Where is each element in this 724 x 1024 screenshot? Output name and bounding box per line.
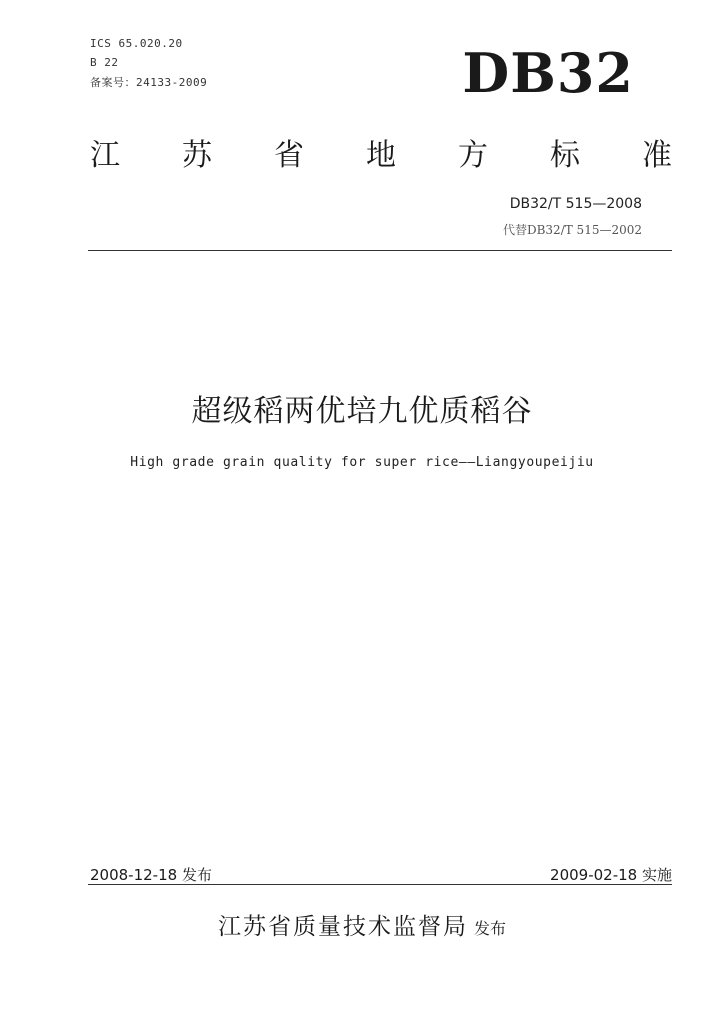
standard-type-char: 省 (274, 138, 304, 173)
issue-date: 2008-12-18 发布 (90, 866, 212, 884)
issuer-name: 江苏省质量技术监督局 (217, 914, 468, 940)
issuer-line (0, 908, 724, 941)
standard-type-char: 地 (366, 138, 396, 173)
standard-type-char: 苏 (182, 138, 212, 173)
standard-type-char: 方 (458, 138, 488, 173)
standard-type-char: 标 (550, 138, 580, 173)
standard-code: DB32/T 515—2008 (509, 196, 642, 212)
record-number: 备案号：24133-2009 (90, 76, 208, 89)
replaces-standard: 代替DB32/T 515—2002 (502, 223, 642, 237)
implementation-date: 2009-02-18 实施 (550, 866, 672, 884)
bottom-divider (88, 884, 672, 885)
document-title-english: High grade grain quality for super rice——Liangyoupeijiu (130, 455, 594, 470)
document-title-chinese: 超级稻两优培九优质稻谷 (191, 394, 533, 429)
standard-type-char: 准 (642, 138, 672, 173)
standard-type-char: 江 (90, 138, 120, 173)
issuer-suffix: 发布 (473, 919, 506, 938)
top-divider (88, 250, 672, 251)
db32-logo: DB32 (462, 41, 634, 105)
ics-code: ICS 65.020.20 (90, 37, 183, 50)
classification-code: B 22 (90, 56, 119, 69)
standard-type-heading (90, 130, 672, 174)
